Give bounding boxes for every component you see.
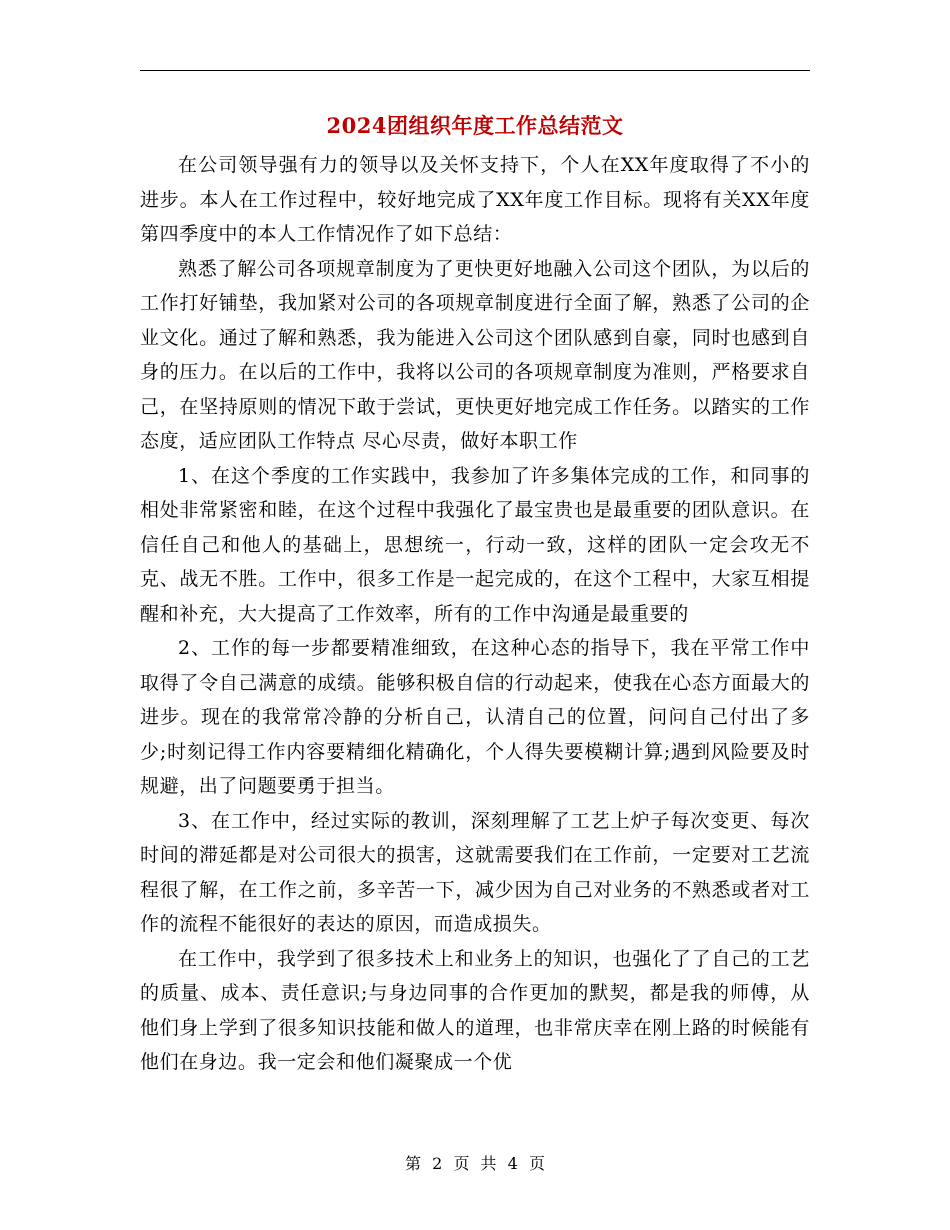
document-body	[140, 148, 810, 1080]
paragraph-item-3: 3、在工作中，经过实际的教训，深刻理解了工艺上炉子每次变更、每次时间的滞延都是对公司很大的损害，这就需要我们在工作前，一定要对工艺流程很了解，在工作之前，多辛苦一下，减少因为自己对业务的不熟悉或者对工作的流程不能很好的表达的原因，而造成损失。	[140, 809, 810, 935]
paragraph-intro: 在公司领导强有力的领导以及关怀支持下，个人在XX年度取得了不小的进步。本人在工作过程中，较好地完成了XX年度工作目标。现将有关XX年度第四季度中的本人工作情况作了如下总结：	[140, 154, 810, 245]
header-rule	[140, 70, 810, 71]
page-footer	[0, 1152, 950, 1176]
footer-total-prefix: 共	[480, 1154, 497, 1173]
footer-page-suffix: 页	[528, 1154, 545, 1173]
paragraph-item-1: 1、在这个季度的工作实践中，我参加了许多集体完成的工作，和同事的相处非常紧密和睦，在这个过程中我强化了最宝贵也是最重要的团队意识。在信任自己和他人的基础上，思想统一，行动一致，这样的团队一定会攻无不克、战无不胜。工作中，很多工作是一起完成的，在这个工程中，大家互相提醒和补充，大大提高了工作效率，所有的工作中沟通是最重要的	[140, 464, 810, 625]
paragraph-closing: 在工作中，我学到了很多技术上和业务上的知识，也强化了了自己的工艺的质量、成本、责任意识;与身边同事的合作更加的默契，都是我的师傅，从他们身上学到了很多知识技能和做人的道理，也非常庆幸在刚上路的时候能有他们在身边。我一定会和他们凝聚成一个优	[140, 947, 810, 1073]
footer-page-mid: 页	[453, 1154, 470, 1173]
footer-current-page: 2	[432, 1154, 443, 1173]
paragraph-item-2: 2、工作的每一步都要精准细致，在这种心态的指导下，我在平常工作中取得了令自己满意的成绩。能够积极自信的行动起来，使我在心态方面最大的进步。现在的我常常冷静的分析自己，认清自己的位置，问问自己付出了多少;时刻记得工作内容要精细化精确化，个人得失要模糊计算;遇到风险要及时规避，出了问题要勇于担当。	[140, 637, 810, 797]
document-title: 2024团组织年度工作总结范文	[326, 113, 624, 138]
paragraph-rules: 熟悉了解公司各项规章制度为了更快更好地融入公司这个团队，为以后的工作打好铺垫，我加紧对公司的各项规章制度进行全面了解，熟悉了公司的企业文化。通过了解和熟悉，我为能进入公司这个团队感到自豪，同时也感到自身的压力。在以后的工作中，我将以公司的各项规章制度为准则，严格要求自己，在坚持原则的情况下敢于尝试，更快更好地完成工作任务。以踏实的工作态度，适应团队工作特点 尽心尽责，做好本职工作	[140, 257, 810, 452]
footer-total-pages: 4	[507, 1154, 518, 1173]
footer-page-prefix: 第	[405, 1154, 422, 1173]
